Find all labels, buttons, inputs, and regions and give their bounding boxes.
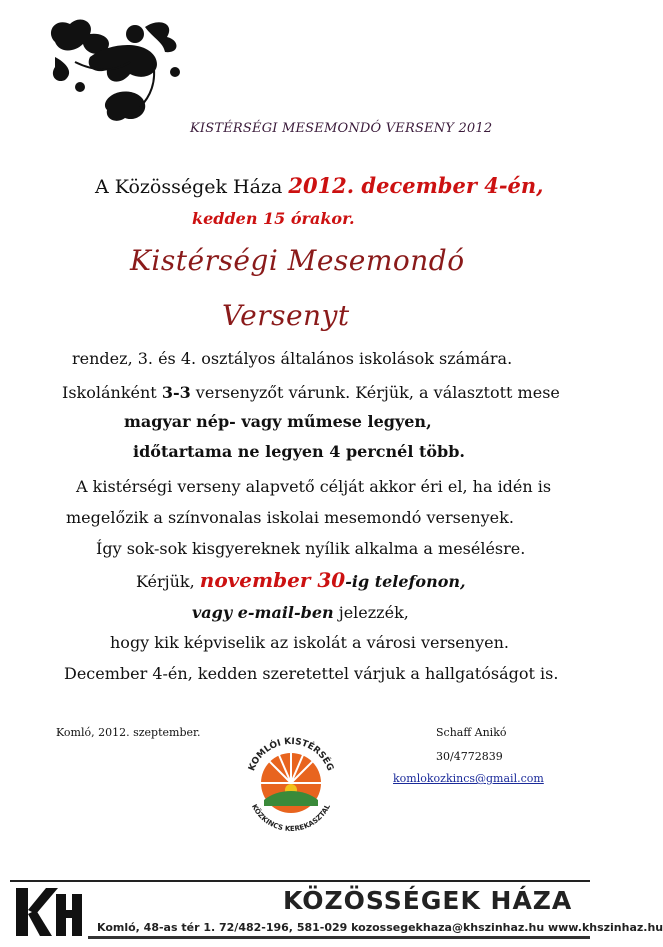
footer-address: Komló, 48-as tér 1. 72/482-196, 581-029 kozossegekhaza@khszinhaz.hu www.khszinhaz.hu xyxy=(97,921,663,934)
body-line-10: hogy kik képviselik az iskolát a városi versenyen. xyxy=(110,633,509,652)
signer-name: Schaff Anikó xyxy=(436,726,507,739)
deadline-date: november 30 xyxy=(199,568,346,592)
event-title-line-2: Versenyt xyxy=(222,299,350,332)
footer-title: KÖZÖSSÉGEK HÁZA xyxy=(283,886,573,915)
event-title-line-1: Kistérségi Mesemondó xyxy=(130,244,465,277)
body-line-5: A kistérségi verseny alapvető célját akkor éri el, ha idén is xyxy=(76,477,552,496)
signer-email-link[interactable]: komlokozkincs@gmail.com xyxy=(393,772,544,785)
kh-logo-text: KH xyxy=(48,940,50,941)
org-logo-top-text: KOMLÓI KISTÉRSÉG xyxy=(247,736,335,773)
body-line-4: időtartama ne legyen 4 percnél több. xyxy=(133,442,465,461)
body-line-7: Így sok-sok kisgyereknek nyílik alkalma a mesélésre. xyxy=(96,539,526,558)
host-name: A Közösségek Háza xyxy=(95,176,283,198)
body-line-2-c: versenyzőt várunk. Kérjük, a választott mese xyxy=(190,383,560,402)
body-line-9-b: jelezzék, xyxy=(333,603,409,622)
event-time: kedden 15 órakor. xyxy=(192,209,355,228)
body-line-11: December 4-én, kedden szeretettel várjuk a hallgatóságot is. xyxy=(64,664,559,683)
body-line-8 xyxy=(136,568,466,592)
footer-bar xyxy=(88,936,590,939)
signer-phone: 30/4772839 xyxy=(436,750,503,763)
body-line-2-a: Iskolánként xyxy=(62,383,162,402)
invitation-line-1 xyxy=(95,173,544,198)
place-date: Komló, 2012. szeptember. xyxy=(56,726,201,739)
event-date: 2012. december 4-én, xyxy=(288,173,544,198)
body-line-9-a: vagy e-mail-ben xyxy=(192,603,334,622)
body-line-1: rendez, 3. és 4. osztályos általános iskolások számára. xyxy=(72,349,513,368)
competition-header: KISTÉRSÉGI MESEMONDÓ VERSENY 2012 xyxy=(190,121,493,136)
folk-art-logo xyxy=(35,12,205,132)
body-line-6: megelőzik a színvonalas iskolai mesemondó versenyek. xyxy=(66,508,514,527)
komloi-kisterseg-logo xyxy=(238,730,344,836)
kh-logo xyxy=(12,884,84,940)
body-line-2 xyxy=(62,383,560,402)
footer-rule xyxy=(10,880,590,882)
org-logo-bottom-text: KÖZKINCS KEREKASZTAL xyxy=(249,802,333,834)
body-line-8-a: Kérjük, xyxy=(136,572,200,591)
body-line-8-c: -ig telefonon, xyxy=(345,572,466,591)
body-line-3: magyar nép- vagy műmese legyen, xyxy=(124,412,432,431)
body-line-9 xyxy=(192,603,409,622)
competitor-count: 3-3 xyxy=(161,383,191,402)
